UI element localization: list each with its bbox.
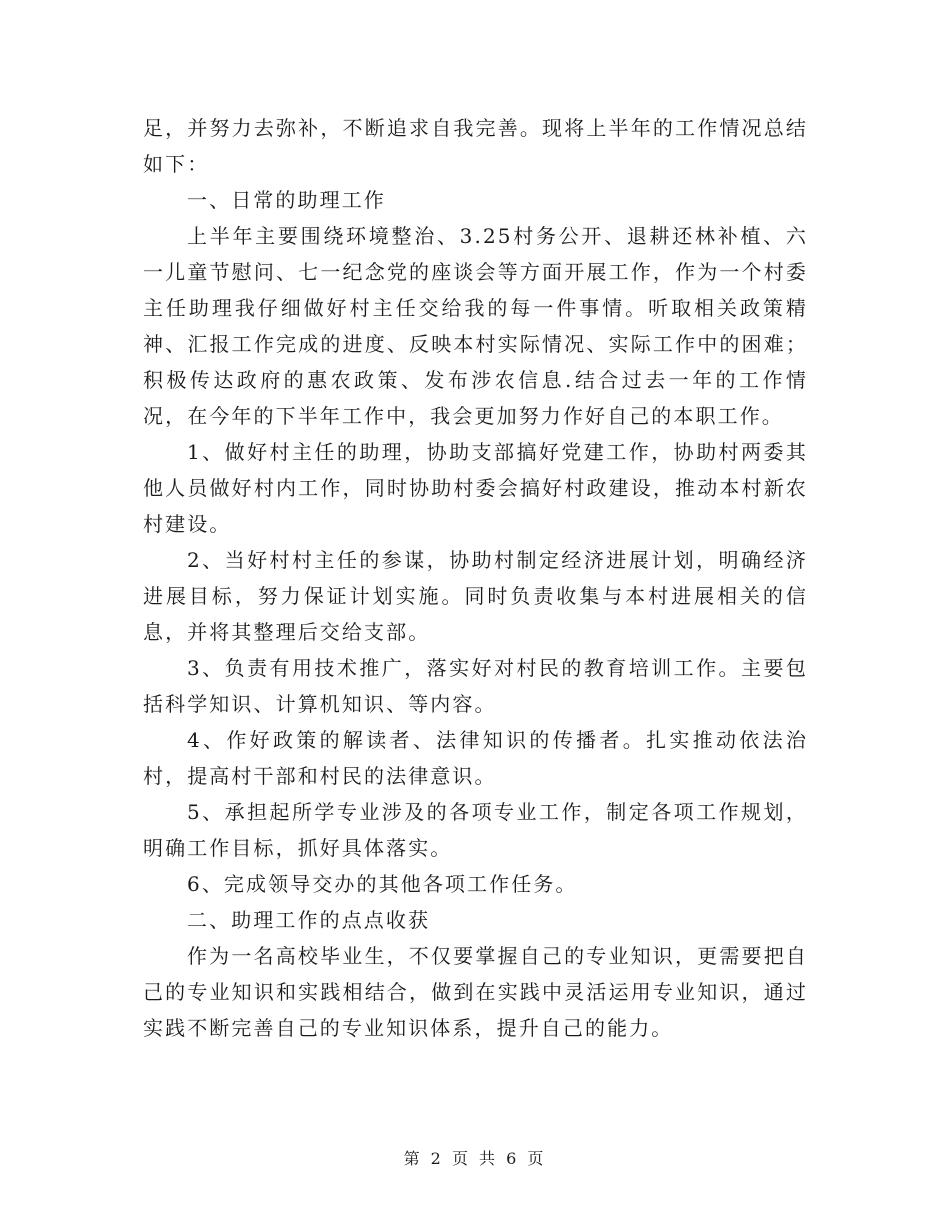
list-item-2: 2、当好村村主任的参谋，协助村制定经济进展计划，明确经济进展目标，努力保证计划实施。同时负责收集与本村进展相关的信息，并将其整理后交给支部。 xyxy=(143,548,808,644)
section-heading-gains: 二、助理工作的点点收获 xyxy=(187,908,431,932)
paragraph-first-half-summary: 上半年主要围绕环境整治、3.25村务公开、退耕还林补植、六一儿童节慰问、七一纪念党的座谈会等方面开展工作，作为一个村委主任助理我仔细做好村主任交给我的每一件事情。听取相关政策精神、汇报工作完成的进度、反映本村实际情况、实际工作中的困难；积极传达政府的惠农政策、发布涉农信息.结合过去一年的工作情况，在今年的下半年工作中，我会更加努力作好自己的本职工作。 xyxy=(143,224,808,428)
list-item-3: 3、负责有用技术推广，落实好对村民的教育培训工作。主要包括科学知识、计算机知识、等内容。 xyxy=(143,656,808,716)
section-heading-daily-work: 一、日常的助理工作 xyxy=(187,188,386,212)
document-body xyxy=(143,110,808,1046)
list-item-4: 4、作好政策的解读者、法律知识的传播者。扎实推动依法治村，提高村干部和村民的法律意识。 xyxy=(143,728,808,788)
list-item-1: 1、做好村主任的助理，协助支部搞好党建工作，协助村两委其他人员做好村内工作，同时协助村委会搞好村政建设，推动本村新农村建设。 xyxy=(143,440,808,536)
paragraph-continuation: 足，并努力去弥补，不断追求自我完善。现将上半年的工作情况总结如下： xyxy=(143,116,808,176)
list-item-5: 5、承担起所学专业涉及的各项专业工作，制定各项工作规划，明确工作目标，抓好具体落实。 xyxy=(143,800,808,860)
list-item-6: 6、完成领导交办的其他各项工作任务。 xyxy=(187,872,578,896)
page-number-footer: 第 2 页 共 6 页 xyxy=(403,1149,547,1168)
paragraph-graduate-reflection: 作为一名高校毕业生，不仅要掌握自己的专业知识，更需要把自己的专业知识和实践相结合，做到在实践中灵活运用专业知识，通过实践不断完善自己的专业知识体系，提升自己的能力。 xyxy=(143,944,808,1040)
